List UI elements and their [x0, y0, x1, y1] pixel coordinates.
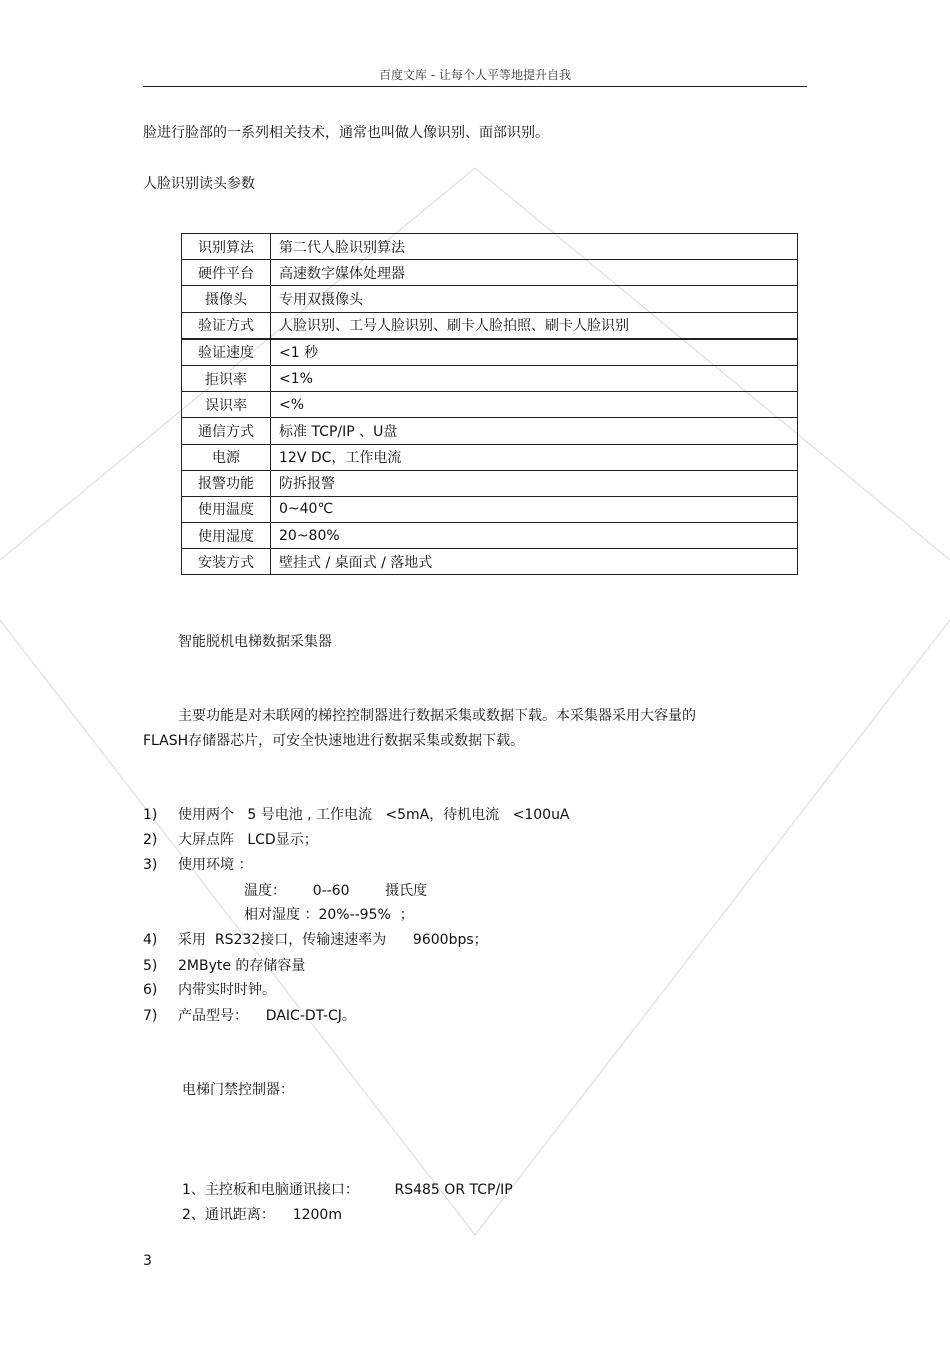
table-row	[182, 523, 798, 549]
spec-key: 使用湿度	[182, 523, 271, 549]
table-row	[182, 496, 798, 522]
spec-key: 识别算法	[182, 234, 271, 260]
controller-title: 电梯门禁控制器：	[182, 1082, 294, 1098]
spec-value: 壁挂式 / 桌面式 / 落地式	[271, 549, 798, 575]
spec-value: 12V DC，工作电流	[271, 444, 798, 470]
controller-spec-line2: 2、通讯距离： 1200m	[182, 1207, 342, 1223]
spec-value: 标准 TCP/IP 、U盘	[271, 418, 798, 444]
env-temperature: 温度： 0--60 摄氏度	[244, 883, 428, 899]
collector-desc-line2: FLASH存储器芯片，可安全快速地进行数据采集或数据下载。	[143, 733, 525, 749]
spec-table	[181, 233, 798, 575]
page-number: 3	[143, 1253, 152, 1269]
controller-spec-line1: 1、主控板和电脑通讯接口： RS485 OR TCP/IP	[182, 1182, 513, 1198]
spec-value: <1%	[271, 365, 798, 391]
list-item-number: 5)	[143, 958, 158, 974]
spec-value: 专用双摄像头	[271, 286, 798, 312]
header-divider	[143, 86, 807, 87]
spec-key: 验证方式	[182, 312, 271, 339]
spec-key: 使用温度	[182, 496, 271, 522]
list-item: 2MByte 的存储容量	[178, 958, 306, 974]
table-row	[182, 234, 798, 260]
spec-value: 第二代人脸识别算法	[271, 234, 798, 260]
spec-key: 安装方式	[182, 549, 271, 575]
spec-key: 验证速度	[182, 339, 271, 366]
spec-key: 报警功能	[182, 470, 271, 496]
spec-key: 硬件平台	[182, 260, 271, 286]
spec-value: 人脸识别、工号人脸识别、刷卡人脸拍照、刷卡人脸识别	[271, 312, 798, 339]
spec-key: 电源	[182, 444, 271, 470]
list-item: 产品型号： DAIC-DT-CJ。	[178, 1008, 356, 1024]
table-row	[182, 392, 798, 418]
collector-desc-line1: 主要功能是对未联网的梯控控制器进行数据采集或数据下载。本采集器采用大容量的	[178, 708, 696, 724]
spec-key: 摄像头	[182, 286, 271, 312]
table-row	[182, 444, 798, 470]
list-item: 内带实时时钟。	[178, 982, 276, 998]
env-humidity: 相对湿度 ：20%--95% ；	[244, 907, 414, 923]
intro-line: 脸进行脸部的一系列相关技术，通常也叫做人像识别、面部识别。	[143, 125, 549, 141]
table-row	[182, 312, 798, 339]
spec-title: 人脸识别读头参数	[143, 176, 255, 192]
table-row	[182, 339, 798, 366]
list-item: 采用 RS232接口，传输速速率为 9600bps；	[178, 932, 488, 948]
table-row	[182, 365, 798, 391]
list-item: 使用环境 ：	[178, 857, 253, 873]
list-item-number: 3)	[143, 857, 158, 873]
list-item: 大屏点阵 LCD显示；	[178, 832, 318, 848]
list-item-number: 7)	[143, 1008, 158, 1024]
list-item-number: 2)	[143, 832, 158, 848]
table-row	[182, 418, 798, 444]
table-row	[182, 286, 798, 312]
table-row	[182, 549, 798, 575]
table-row	[182, 260, 798, 286]
list-item-number: 4)	[143, 932, 158, 948]
spec-value: 防拆报警	[271, 470, 798, 496]
spec-value: 20~80%	[271, 523, 798, 549]
table-row	[182, 470, 798, 496]
spec-value: 0~40℃	[271, 496, 798, 522]
collector-title: 智能脱机电梯数据采集器	[178, 634, 332, 650]
spec-key: 通信方式	[182, 418, 271, 444]
spec-value: 高速数字媒体处理器	[271, 260, 798, 286]
list-item-number: 6)	[143, 982, 158, 998]
spec-key: 拒识率	[182, 365, 271, 391]
spec-value: <%	[271, 392, 798, 418]
list-item-number: 1)	[143, 807, 158, 823]
list-item: 使用两个 5 号电池 , 工作电流 <5mA，待机电流 <100uA	[178, 807, 570, 823]
spec-key: 误识率	[182, 392, 271, 418]
page-header: 百度文库 - 让每个人平等地提升自我	[379, 68, 571, 82]
spec-value: <1 秒	[271, 339, 798, 366]
